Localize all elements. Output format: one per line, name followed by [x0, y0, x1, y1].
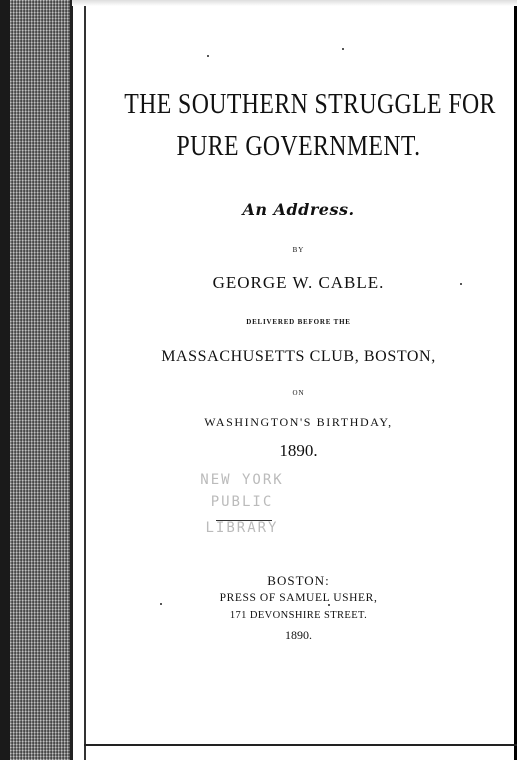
speck: [160, 603, 162, 605]
spine-shadow: [0, 0, 10, 760]
speck: [460, 283, 462, 285]
stamp-line-2: PUBLIC: [210, 494, 274, 510]
page-top-shade: [72, 0, 517, 6]
library-stamp: [178, 472, 306, 542]
book-spine: [0, 0, 72, 760]
title-line-1: THE SOUTHERN STRUGGLE FOR: [124, 88, 496, 120]
title-line-2: PURE GOVERNMENT.: [176, 130, 421, 162]
spine-edge: [70, 0, 73, 760]
occasion: WASHINGTON'S BIRTHDAY,: [204, 415, 393, 429]
imprint-year: 1890.: [285, 628, 312, 642]
stamp-line-1: NEW YORK: [200, 472, 284, 488]
subtitle: An Address.: [242, 200, 355, 219]
page-gutter: [84, 0, 86, 760]
on-label: ON: [292, 389, 305, 397]
stamp-line-3: LIBRARY: [205, 520, 279, 536]
speck: [342, 48, 344, 50]
page-bottom-edge: [84, 744, 517, 746]
speck: [328, 604, 330, 606]
speck: [207, 55, 209, 57]
address-year: 1890.: [279, 441, 318, 460]
imprint-street: 171 DEVONSHIRE STREET.: [229, 610, 368, 621]
delivered-label: DELIVERED BEFORE THE: [246, 318, 351, 326]
imprint-press: PRESS OF SAMUEL USHER,: [219, 592, 378, 604]
imprint-city: BOSTON:: [267, 573, 330, 588]
venue: MASSACHUSETTS CLUB, BOSTON,: [161, 348, 436, 365]
author-name: GEORGE W. CABLE.: [212, 273, 385, 292]
by-label: BY: [292, 246, 305, 254]
